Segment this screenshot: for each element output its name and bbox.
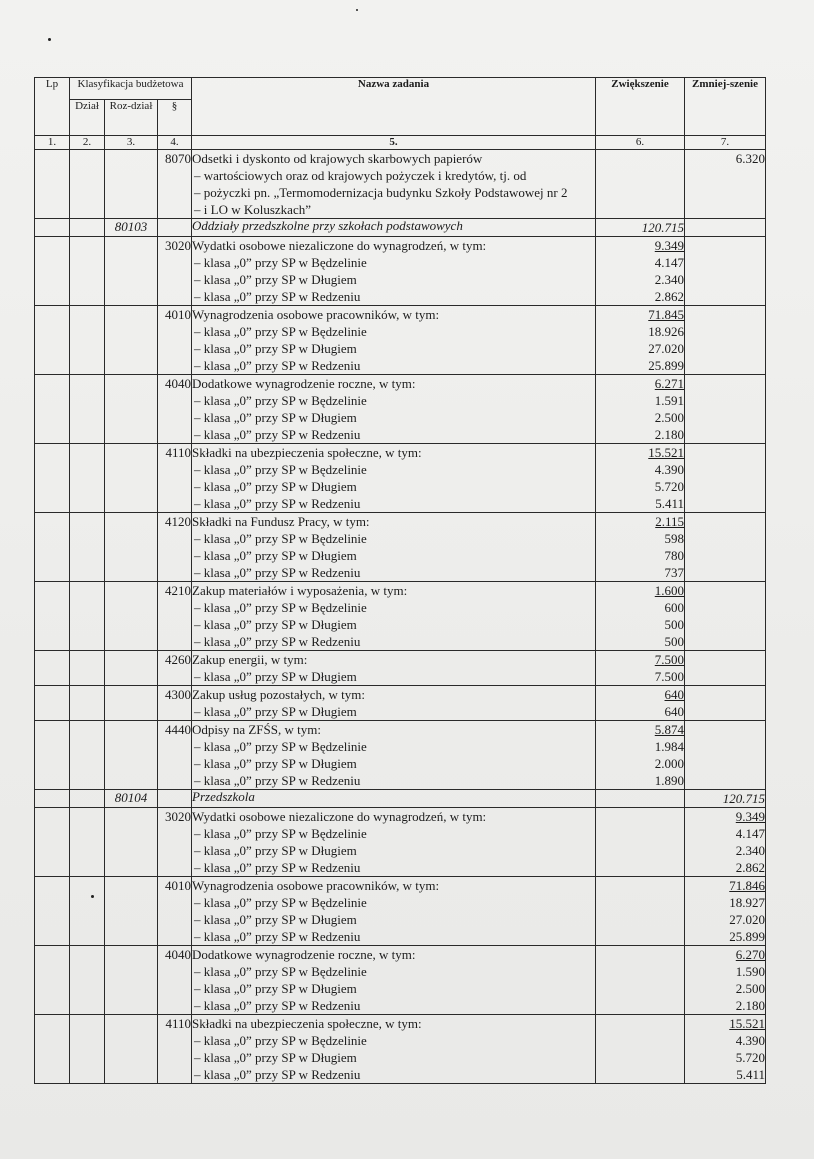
lp-cell xyxy=(35,513,70,582)
task-description xyxy=(192,946,596,1015)
task-subline: – klasa „0” przy SP w Będzelinie xyxy=(192,1032,595,1049)
dzial-cell xyxy=(70,651,105,686)
scan-speck xyxy=(356,9,358,11)
decrease-value: 6.320 xyxy=(735,151,766,166)
decrease-value: 2.862 xyxy=(735,860,766,875)
decrease-cell xyxy=(685,444,766,513)
task-title: Zakup energii, w tym: xyxy=(192,652,308,667)
increase-value: 2.000 xyxy=(654,756,685,771)
column-number-row xyxy=(35,136,766,150)
task-subline: – klasa „0” przy SP w Redzeniu xyxy=(192,772,595,789)
increase-value: 4.147 xyxy=(654,255,685,270)
header-rozdzial: Roz-dział xyxy=(105,100,158,136)
task-title: Dodatkowe wynagrodzenie roczne, w tym: xyxy=(192,376,416,391)
dzial-cell xyxy=(70,1015,105,1084)
decrease-cell xyxy=(685,150,766,219)
decrease-cell xyxy=(685,877,766,946)
lp-cell xyxy=(35,444,70,513)
increase-value: 6.271 xyxy=(654,376,685,391)
decrease-value: 4.390 xyxy=(735,1033,766,1048)
task-title: Wydatki osobowe niezaliczone do wynagrodzeń, w tym: xyxy=(192,238,487,253)
increase-cell xyxy=(596,1015,685,1084)
lp-cell xyxy=(35,790,70,808)
task-description xyxy=(192,444,596,513)
task-subline: – klasa „0” przy SP w Redzeniu xyxy=(192,426,595,443)
increase-cell xyxy=(596,582,685,651)
task-subline: – klasa „0” przy SP w Długiem xyxy=(192,547,595,564)
increase-cell xyxy=(596,375,685,444)
increase-cell xyxy=(596,150,685,219)
task-title: Zakup usług pozostałych, w tym: xyxy=(192,687,365,702)
decrease-value: 15.521 xyxy=(729,1016,766,1031)
decrease-value: 2.180 xyxy=(735,998,766,1013)
dzial-cell xyxy=(70,808,105,877)
increase-value: 1.600 xyxy=(654,583,685,598)
task-subline: – klasa „0” przy SP w Długiem xyxy=(192,703,595,720)
task-description xyxy=(192,375,596,444)
increase-value: 1.890 xyxy=(654,773,685,788)
task-description xyxy=(192,582,596,651)
task-subline: – klasa „0” przy SP w Redzeniu xyxy=(192,633,595,650)
column-number: 7. xyxy=(685,136,766,150)
task-subline: – klasa „0” przy SP w Będzelinie xyxy=(192,894,595,911)
dzial-cell xyxy=(70,946,105,1015)
task-subline: – klasa „0” przy SP w Długiem xyxy=(192,409,595,426)
task-subline: – klasa „0” przy SP w Będzelinie xyxy=(192,254,595,271)
lp-cell xyxy=(35,651,70,686)
header-lp: Lp xyxy=(35,78,70,136)
decrease-cell xyxy=(685,686,766,721)
increase-value: 18.926 xyxy=(648,324,685,339)
increase-value: 9.349 xyxy=(654,238,685,253)
dzial-cell xyxy=(70,150,105,219)
dzial-cell xyxy=(70,237,105,306)
decrease-cell xyxy=(685,375,766,444)
increase-cell xyxy=(596,306,685,375)
paragraph-code: 4040 xyxy=(158,375,192,444)
increase-value: 71.845 xyxy=(648,307,685,322)
paragraph-code: 4010 xyxy=(158,306,192,375)
dzial-cell xyxy=(70,219,105,237)
table-row xyxy=(35,237,766,306)
header-paragraph: § xyxy=(158,100,192,136)
task-subline: – klasa „0” przy SP w Będzelinie xyxy=(192,392,595,409)
header-classification: Klasyfikacja budżetowa xyxy=(70,78,192,100)
paragraph-code: 4120 xyxy=(158,513,192,582)
decrease-value: 5.411 xyxy=(736,1067,766,1082)
lp-cell xyxy=(35,219,70,237)
dzial-cell xyxy=(70,877,105,946)
lp-cell xyxy=(35,808,70,877)
increase-cell xyxy=(596,808,685,877)
increase-cell xyxy=(596,946,685,1015)
table-row xyxy=(35,513,766,582)
dzial-cell xyxy=(70,306,105,375)
task-description xyxy=(192,651,596,686)
table-row xyxy=(35,808,766,877)
column-number: 2. xyxy=(70,136,105,150)
task-subline: – klasa „0” przy SP w Będzelinie xyxy=(192,825,595,842)
rozdzial-cell xyxy=(105,686,158,721)
paragraph-code: 4300 xyxy=(158,686,192,721)
lp-cell xyxy=(35,946,70,1015)
task-title: Odsetki i dyskonto od krajowych skarbowych papierów xyxy=(192,151,483,166)
task-title: Wynagrodzenia osobowe pracowników, w tym: xyxy=(192,307,440,322)
increase-value: 25.899 xyxy=(648,358,685,373)
increase-cell xyxy=(596,513,685,582)
increase-cell xyxy=(596,237,685,306)
decrease-cell xyxy=(685,721,766,790)
decrease-cell xyxy=(685,237,766,306)
increase-cell xyxy=(596,686,685,721)
section-decrease: 120.715 xyxy=(685,790,766,808)
rozdzial-cell xyxy=(105,444,158,513)
task-description xyxy=(192,306,596,375)
task-subline: – klasa „0” przy SP w Długiem xyxy=(192,980,595,997)
table-row xyxy=(35,444,766,513)
decrease-value: 27.020 xyxy=(729,912,766,927)
decrease-value: 5.720 xyxy=(735,1050,766,1065)
increase-value: 4.390 xyxy=(654,462,685,477)
decrease-cell xyxy=(685,946,766,1015)
rozdzial-code: 80103 xyxy=(105,219,158,237)
task-subline: – klasa „0” przy SP w Długiem xyxy=(192,478,595,495)
rozdzial-cell xyxy=(105,808,158,877)
task-subline: – klasa „0” przy SP w Będzelinie xyxy=(192,599,595,616)
budget-table xyxy=(34,77,766,1084)
lp-cell xyxy=(35,306,70,375)
decrease-cell xyxy=(685,651,766,686)
increase-value: 2.340 xyxy=(654,272,685,287)
paragraph-code: 4440 xyxy=(158,721,192,790)
decrease-cell xyxy=(685,808,766,877)
table-row xyxy=(35,721,766,790)
increase-value: 7.500 xyxy=(654,652,685,667)
decrease-cell xyxy=(685,582,766,651)
task-subline: – klasa „0” przy SP w Redzeniu xyxy=(192,564,595,581)
task-description xyxy=(192,721,596,790)
paragraph-code: 4210 xyxy=(158,582,192,651)
table-row xyxy=(35,686,766,721)
increase-value: 7.500 xyxy=(654,669,685,684)
lp-cell xyxy=(35,1015,70,1084)
task-subline: – klasa „0” przy SP w Redzeniu xyxy=(192,859,595,876)
increase-value: 15.521 xyxy=(648,445,685,460)
dzial-cell xyxy=(70,582,105,651)
dzial-cell xyxy=(70,790,105,808)
task-subline: – klasa „0” przy SP w Redzeniu xyxy=(192,495,595,512)
rozdzial-cell xyxy=(105,1015,158,1084)
increase-cell xyxy=(596,721,685,790)
header-increase: Zwiększenie xyxy=(596,78,685,136)
decrease-value: 71.846 xyxy=(729,878,766,893)
lp-cell xyxy=(35,877,70,946)
rozdzial-cell xyxy=(105,513,158,582)
increase-value: 640 xyxy=(664,704,685,719)
task-subline: – klasa „0” przy SP w Będzelinie xyxy=(192,530,595,547)
task-description xyxy=(192,686,596,721)
task-subline: – klasa „0” przy SP w Długiem xyxy=(192,616,595,633)
decrease-value: 18.927 xyxy=(729,895,766,910)
dzial-cell xyxy=(70,686,105,721)
paragraph-code: 4040 xyxy=(158,946,192,1015)
table-row xyxy=(35,1015,766,1084)
column-number: 4. xyxy=(158,136,192,150)
section-increase: 120.715 xyxy=(596,219,685,237)
decrease-value: 2.340 xyxy=(735,843,766,858)
decrease-value: 6.270 xyxy=(735,947,766,962)
table-row xyxy=(35,651,766,686)
task-description xyxy=(192,808,596,877)
task-subline: – klasa „0” przy SP w Będzelinie xyxy=(192,461,595,478)
task-subline: – klasa „0” przy SP w Długiem xyxy=(192,271,595,288)
task-subline: – i LO w Koluszkach” xyxy=(192,201,595,218)
task-subline: – pożyczki pn. „Termomodernizacja budynku Szkoły Podstawowej nr 2 xyxy=(192,184,595,201)
rozdzial-cell xyxy=(105,306,158,375)
increase-value: 780 xyxy=(664,548,685,563)
paragraph-code: 8070 xyxy=(158,150,192,219)
task-subline: – klasa „0” przy SP w Będzelinie xyxy=(192,963,595,980)
increase-value: 1.591 xyxy=(654,393,685,408)
decrease-cell xyxy=(685,306,766,375)
increase-value: 27.020 xyxy=(648,341,685,356)
dzial-cell xyxy=(70,444,105,513)
increase-value: 737 xyxy=(664,565,685,580)
task-subline: – klasa „0” przy SP w Będzelinie xyxy=(192,323,595,340)
task-title: Odpisy na ZFŚS, w tym: xyxy=(192,722,321,737)
scan-speck xyxy=(48,38,51,41)
task-subline: – klasa „0” przy SP w Będzelinie xyxy=(192,738,595,755)
decrease-cell xyxy=(685,1015,766,1084)
table-row xyxy=(35,375,766,444)
increase-value: 640 xyxy=(664,687,685,702)
increase-value: 600 xyxy=(664,600,685,615)
task-description xyxy=(192,150,596,219)
increase-value: 598 xyxy=(664,531,685,546)
header-dzial: Dział xyxy=(70,100,105,136)
lp-cell xyxy=(35,686,70,721)
task-subline: – wartościowych oraz od krajowych pożyczek i kredytów, tj. od xyxy=(192,167,595,184)
rozdzial-cell xyxy=(105,946,158,1015)
rozdzial-cell xyxy=(105,375,158,444)
column-number: 6. xyxy=(596,136,685,150)
increase-cell xyxy=(596,877,685,946)
section-increase xyxy=(596,790,685,808)
lp-cell xyxy=(35,237,70,306)
rozdzial-cell xyxy=(105,877,158,946)
header-decrease: Zmniej-szenie xyxy=(685,78,766,136)
increase-value: 2.500 xyxy=(654,410,685,425)
table-row xyxy=(35,877,766,946)
paragraph-cell xyxy=(158,219,192,237)
increase-cell xyxy=(596,444,685,513)
increase-value: 500 xyxy=(664,634,685,649)
increase-value: 1.984 xyxy=(654,739,685,754)
task-title: Wynagrodzenia osobowe pracowników, w tym: xyxy=(192,878,440,893)
paragraph-code: 3020 xyxy=(158,808,192,877)
task-description xyxy=(192,877,596,946)
header-task-name: Nazwa zadania xyxy=(192,78,596,136)
rozdzial-cell xyxy=(105,150,158,219)
decrease-value: 4.147 xyxy=(735,826,766,841)
task-subline: – klasa „0” przy SP w Redzeniu xyxy=(192,288,595,305)
table-row xyxy=(35,582,766,651)
increase-value: 5.874 xyxy=(654,722,685,737)
paragraph-code: 4260 xyxy=(158,651,192,686)
section-decrease xyxy=(685,219,766,237)
task-title: Zakup materiałów i wyposażenia, w tym: xyxy=(192,583,408,598)
increase-cell xyxy=(596,651,685,686)
paragraph-code: 4110 xyxy=(158,1015,192,1084)
increase-value: 2.180 xyxy=(654,427,685,442)
task-subline: – klasa „0” przy SP w Redzeniu xyxy=(192,928,595,945)
table-row xyxy=(35,150,766,219)
task-subline: – klasa „0” przy SP w Długiem xyxy=(192,911,595,928)
lp-cell xyxy=(35,150,70,219)
lp-cell xyxy=(35,582,70,651)
dzial-cell xyxy=(70,513,105,582)
task-description xyxy=(192,513,596,582)
task-subline: – klasa „0” przy SP w Długiem xyxy=(192,668,595,685)
lp-cell xyxy=(35,721,70,790)
task-title: Składki na ubezpieczenia społeczne, w tym: xyxy=(192,1016,422,1031)
section-title: Przedszkola xyxy=(192,790,596,808)
increase-value: 2.862 xyxy=(654,289,685,304)
decrease-value: 25.899 xyxy=(729,929,766,944)
task-description xyxy=(192,1015,596,1084)
rozdzial-cell xyxy=(105,721,158,790)
dzial-cell xyxy=(70,375,105,444)
dzial-cell xyxy=(70,721,105,790)
decrease-cell xyxy=(685,513,766,582)
section-title: Oddziały przedszkolne przy szkołach podstawowych xyxy=(192,219,596,237)
paragraph-cell xyxy=(158,790,192,808)
task-subline: – klasa „0” przy SP w Długiem xyxy=(192,1049,595,1066)
decrease-value: 1.590 xyxy=(735,964,766,979)
decrease-value: 2.500 xyxy=(735,981,766,996)
task-subline: – klasa „0” przy SP w Długiem xyxy=(192,340,595,357)
paragraph-code: 4010 xyxy=(158,877,192,946)
task-description xyxy=(192,237,596,306)
task-subline: – klasa „0” przy SP w Redzeniu xyxy=(192,357,595,374)
increase-value: 5.411 xyxy=(655,496,685,511)
paragraph-code: 4110 xyxy=(158,444,192,513)
column-number: 3. xyxy=(105,136,158,150)
table-row xyxy=(35,306,766,375)
increase-value: 500 xyxy=(664,617,685,632)
column-number: 5. xyxy=(192,136,596,150)
task-subline: – klasa „0” przy SP w Długiem xyxy=(192,842,595,859)
paragraph-code: 3020 xyxy=(158,237,192,306)
task-title: Wydatki osobowe niezaliczone do wynagrodzeń, w tym: xyxy=(192,809,487,824)
task-title: Składki na Fundusz Pracy, w tym: xyxy=(192,514,370,529)
increase-value: 2.115 xyxy=(655,514,685,529)
task-subline: – klasa „0” przy SP w Redzeniu xyxy=(192,1066,595,1083)
decrease-value: 9.349 xyxy=(735,809,766,824)
task-title: Składki na ubezpieczenia społeczne, w tym: xyxy=(192,445,422,460)
rozdzial-cell xyxy=(105,582,158,651)
task-subline: – klasa „0” przy SP w Długiem xyxy=(192,755,595,772)
table-row xyxy=(35,946,766,1015)
section-row xyxy=(35,219,766,237)
rozdzial-cell xyxy=(105,237,158,306)
rozdzial-code: 80104 xyxy=(105,790,158,808)
section-row xyxy=(35,790,766,808)
task-subline: – klasa „0” przy SP w Redzeniu xyxy=(192,997,595,1014)
task-title: Dodatkowe wynagrodzenie roczne, w tym: xyxy=(192,947,416,962)
column-number: 1. xyxy=(35,136,70,150)
rozdzial-cell xyxy=(105,651,158,686)
increase-value: 5.720 xyxy=(654,479,685,494)
lp-cell xyxy=(35,375,70,444)
